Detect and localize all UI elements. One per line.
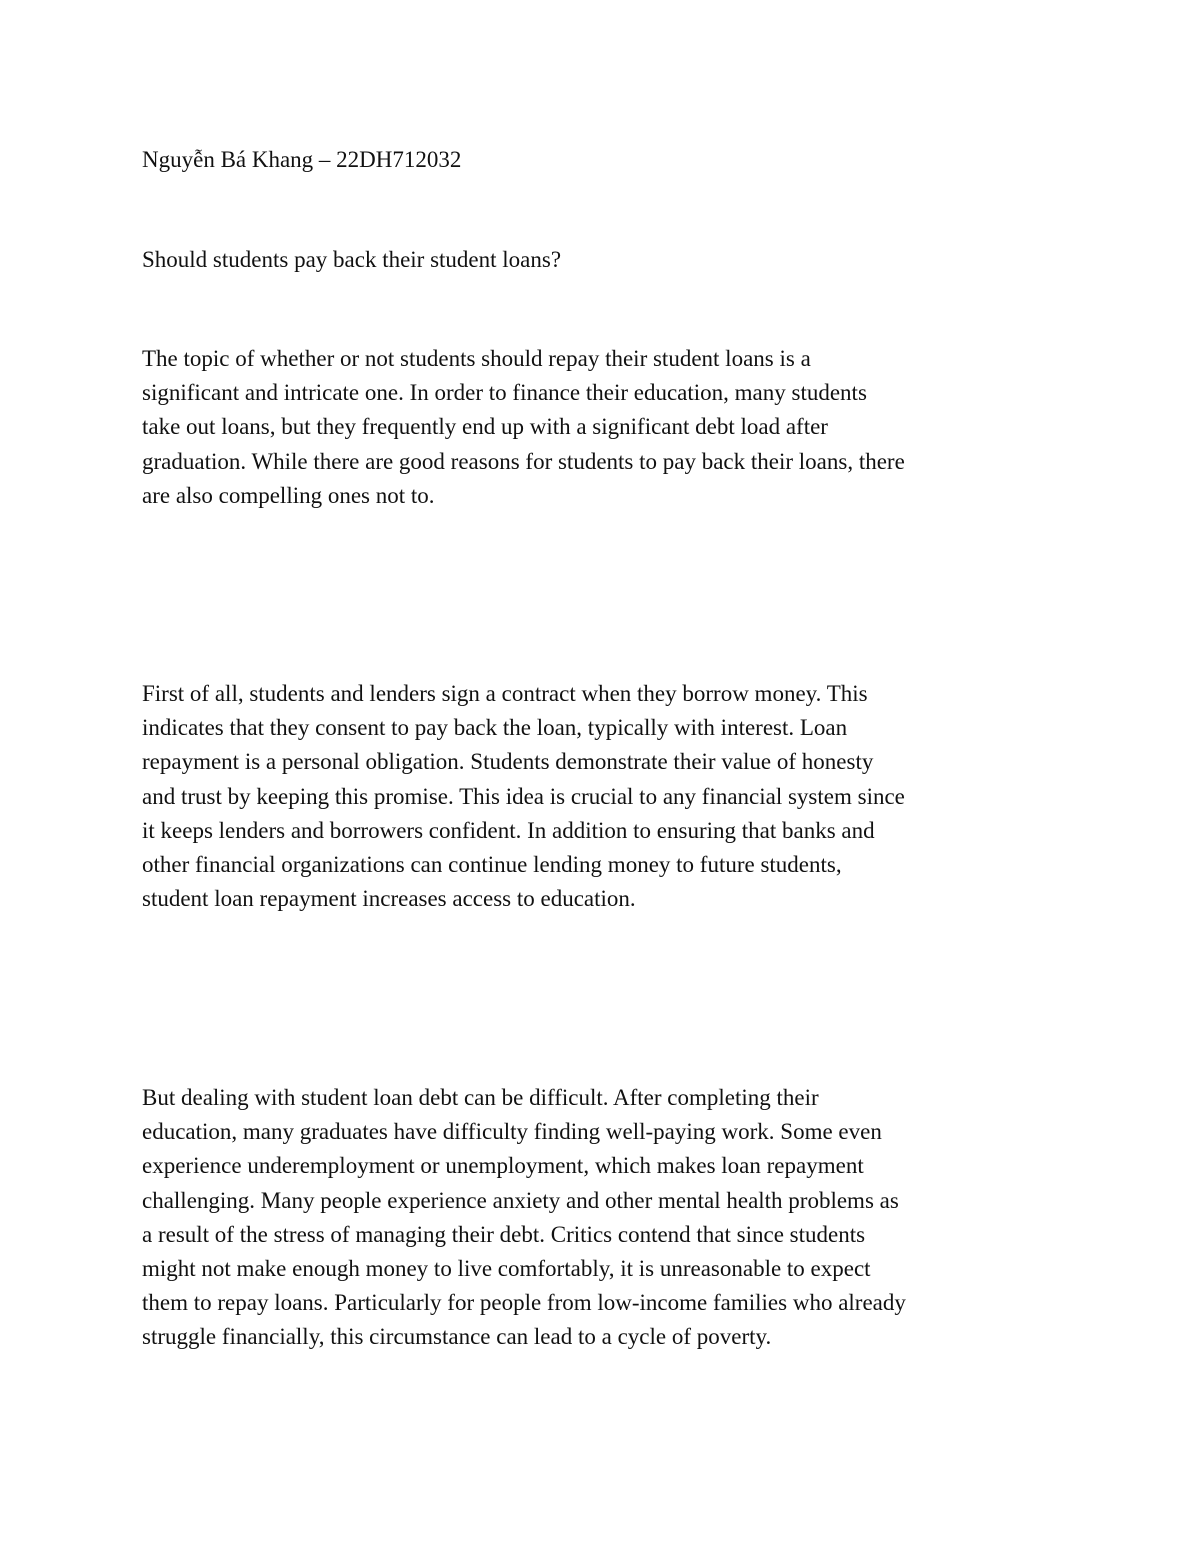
paragraph-3 (142, 1081, 1072, 1355)
paragraph-line: The topic of whether or not students should repay their student loans is a (142, 346, 811, 371)
paragraph-line: indicates that they consent to pay back the loan, typically with interest. Loan (142, 715, 848, 741)
paragraph-line: repayment is a personal obligation. Students demonstrate their value of honesty (142, 749, 874, 775)
paragraph-line: take out loans, but they frequently end up with a significant debt load after (142, 414, 828, 440)
paragraph-line: significant and intricate one. In order to finance their education, many students (142, 380, 867, 406)
paragraph-line: it keeps lenders and borrowers confident. In addition to ensuring that banks and (142, 817, 875, 843)
paragraph-line: are also compelling ones not to. (142, 482, 435, 508)
paragraph-line: But dealing with student loan debt can be difficult. After completing their (142, 1085, 819, 1110)
paragraph-line: graduation. While there are good reasons for students to pay back their loans, there (142, 448, 905, 474)
paragraph-line: them to repay loans. Particularly for people from low-income families who already (142, 1290, 906, 1316)
paragraph-line: student loan repayment increases access to education. (142, 886, 636, 912)
paragraph-line: struggle financially, this circumstance can lead to a cycle of poverty. (142, 1324, 772, 1350)
paragraph-2 (142, 677, 1072, 916)
paragraph-1 (142, 342, 1072, 513)
document-title: Should students pay back their student loans? (142, 247, 562, 272)
paragraph-line: experience underemployment or unemployment, which makes loan repayment (142, 1153, 864, 1179)
paragraph-line: might not make enough money to live comfortably, it is unreasonable to expect (142, 1256, 871, 1282)
author-line: Nguyễn Bá Khang – 22DH712032 (142, 147, 462, 172)
paragraph-line: and trust by keeping this promise. This idea is crucial to any financial system since (142, 783, 905, 809)
paragraph-line: a result of the stress of managing their debt. Critics contend that since students (142, 1221, 866, 1247)
paragraph-line: education, many graduates have difficulty finding well-paying work. Some even (142, 1119, 882, 1145)
paragraph-line: other financial organizations can continue lending money to future students, (142, 852, 842, 878)
paragraph-line: challenging. Many people experience anxiety and other mental health problems as (142, 1187, 899, 1213)
paragraph-line: First of all, students and lenders sign a contract when they borrow money. This (142, 681, 868, 706)
